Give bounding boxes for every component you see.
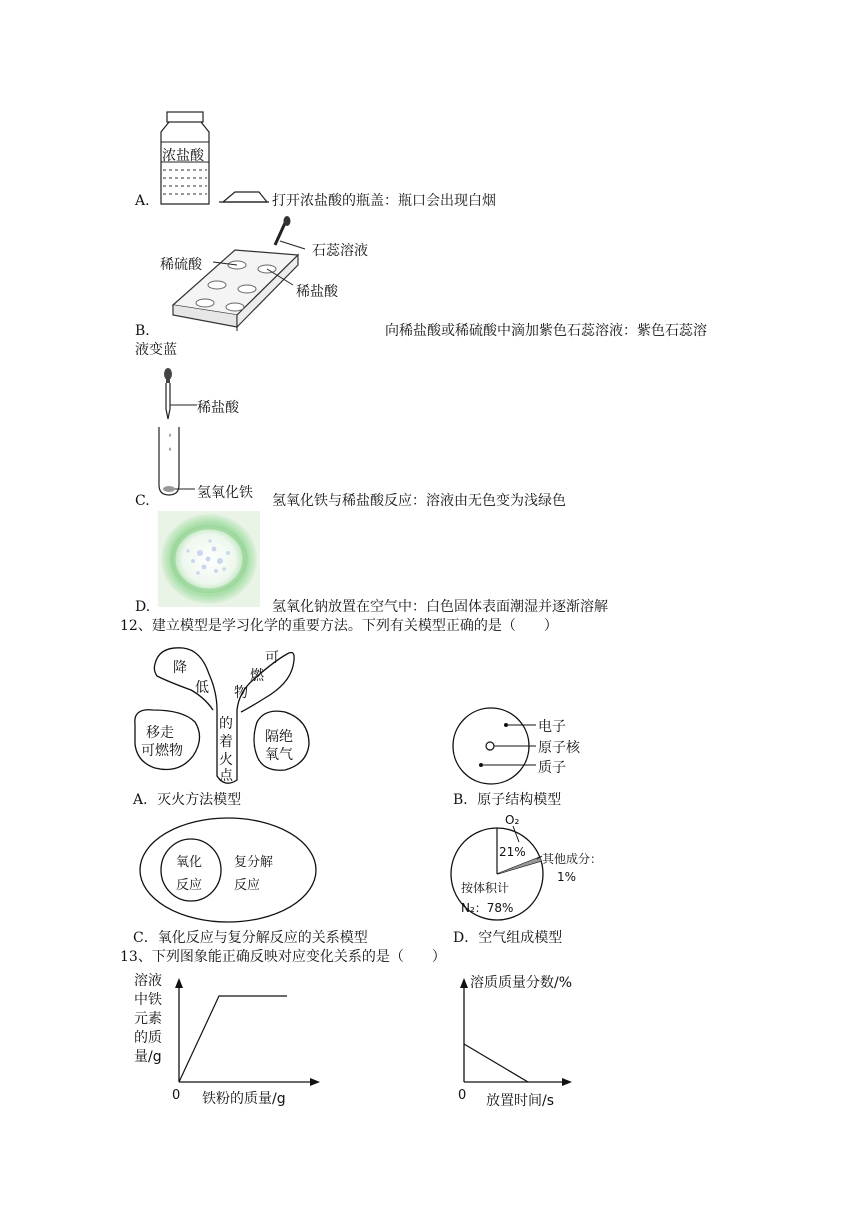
- relation-outer-line-2: 反应: [234, 878, 261, 893]
- q12-option-d: D．空气组成模型: [453, 930, 563, 946]
- relation-model-figure: [138, 815, 323, 925]
- q12-option-a: A．灭火方法模型: [133, 792, 242, 808]
- chart1-ylabel-line: 中铁: [134, 992, 162, 1008]
- fire-left-blob-line-1: 移走: [146, 725, 174, 741]
- chart-iron-mass: [130, 972, 330, 1112]
- air-label-by-volume: 按体积计: [461, 881, 510, 895]
- atom-model-figure: [450, 700, 610, 790]
- chart-solute-fraction: [450, 972, 650, 1112]
- fire-right-blob-line-1: 隔绝: [265, 729, 293, 745]
- label-dilute-sulfuric: 稀硫酸: [160, 257, 202, 273]
- label-dilute-hydrochloric: 稀盐酸: [296, 284, 338, 300]
- fire-stem-char-4: 点: [219, 768, 233, 784]
- option-c-text: 氢氧化铁与稀盐酸反应：溶液由无色变为浅绿色: [272, 493, 566, 509]
- option-c-letter: C.: [135, 493, 150, 509]
- spot-plate-icon: [155, 215, 395, 335]
- label-litmus: 石蕊溶液: [312, 243, 368, 259]
- chart1-series-line: [179, 996, 287, 1082]
- petri-dish-icon: [158, 511, 260, 607]
- air-label-o2: O₂: [505, 813, 520, 827]
- atom-model-icon: [450, 700, 610, 790]
- option-d-text: 氢氧化钠放置在空气中：白色固体表面潮湿并逐渐溶解: [272, 599, 608, 615]
- chart2-y-arrow: [460, 978, 468, 988]
- relation-model-ellipses: [138, 815, 323, 925]
- bottle-label: 浓盐酸: [162, 148, 204, 164]
- chart2-xlabel: 放置时间/s: [486, 1093, 555, 1109]
- q12-option-c: C．氧化反应与复分解反应的关系模型: [133, 930, 368, 946]
- atom-label-electron: 电子: [538, 719, 566, 735]
- chart1-y-arrow: [175, 978, 183, 988]
- option-b-figure: [155, 215, 395, 335]
- option-a-letter: A.: [135, 193, 150, 209]
- option-c-figure: [155, 365, 275, 500]
- fire-left-char-1: 降: [173, 660, 187, 676]
- fire-stem-char-1: 的: [219, 716, 233, 732]
- atom-label-proton: 质子: [538, 760, 566, 776]
- option-b-letter: B.: [135, 323, 150, 339]
- chart1-origin: 0: [172, 1088, 181, 1103]
- relation-outer-line-1: 复分解: [234, 855, 274, 870]
- air-label-1: 1%: [557, 870, 577, 884]
- air-label-n2: N₂：78%: [461, 901, 514, 915]
- chart2-origin: 0: [458, 1088, 467, 1103]
- chart2-x-arrow: [562, 1078, 572, 1086]
- option-b-text: 向稀盐酸或稀硫酸中滴加紫色石蕊溶液：紫色石蕊溶: [385, 323, 707, 339]
- chart1-xlabel: 铁粉的质量/g: [202, 1091, 286, 1107]
- chart1-ylabel-line: 量/g: [134, 1049, 162, 1065]
- test-tube-dropper-icon: [155, 365, 275, 500]
- fire-right-char-2: 燃: [250, 668, 264, 684]
- chart2-ylabel: 溶质质量分数/%: [470, 975, 573, 991]
- air-model-figure: [445, 812, 615, 924]
- air-label-21: 21%: [499, 845, 526, 859]
- fire-right-char-1: 可: [265, 650, 279, 666]
- chart2-series-line: [464, 1044, 528, 1082]
- option-a-text: 打开浓盐酸的瓶盖：瓶口会出现白烟: [272, 193, 496, 209]
- relation-inner-line-2: 反应: [176, 878, 203, 893]
- atom-label-nucleus: 原子核: [538, 740, 580, 756]
- label-dilute-hydrochloric-c: 稀盐酸: [197, 400, 239, 416]
- label-ferric-hydroxide: 氢氧化铁: [197, 485, 253, 501]
- fire-right-char-3: 物: [234, 685, 248, 701]
- option-a-figure: [155, 108, 270, 208]
- relation-inner-line-1: 氧化: [176, 855, 203, 870]
- fire-stem-char-2: 着: [219, 734, 233, 750]
- option-b-text-cont: 液变蓝: [135, 342, 177, 358]
- fire-model-figure: [125, 640, 325, 790]
- sodium-hydroxide-photo: [158, 511, 260, 607]
- question-13-stem: 13、下列图象能正确反映对应变化关系的是（ ）: [120, 949, 446, 965]
- fire-left-char-2: 低: [195, 680, 209, 696]
- q12-option-b: B．原子结构模型: [453, 792, 562, 808]
- chart1-ylabel-line: 元素: [134, 1011, 162, 1027]
- fire-right-blob-line-2: 氧气: [265, 747, 293, 763]
- chart1-x-arrow: [310, 1078, 320, 1086]
- question-12-stem: 12、建立模型是学习化学的重要方法。下列有关模型正确的是（ ）: [120, 618, 558, 634]
- air-label-other: 其他成分：: [542, 852, 603, 866]
- chart1-ylabel-line: 溶液: [134, 973, 162, 989]
- chart1-ylabel-line: 的质: [134, 1030, 162, 1046]
- fire-stem-char-3: 火: [219, 752, 233, 768]
- fire-left-blob-line-2: 可燃物: [141, 743, 183, 759]
- option-d-letter: D.: [135, 599, 151, 615]
